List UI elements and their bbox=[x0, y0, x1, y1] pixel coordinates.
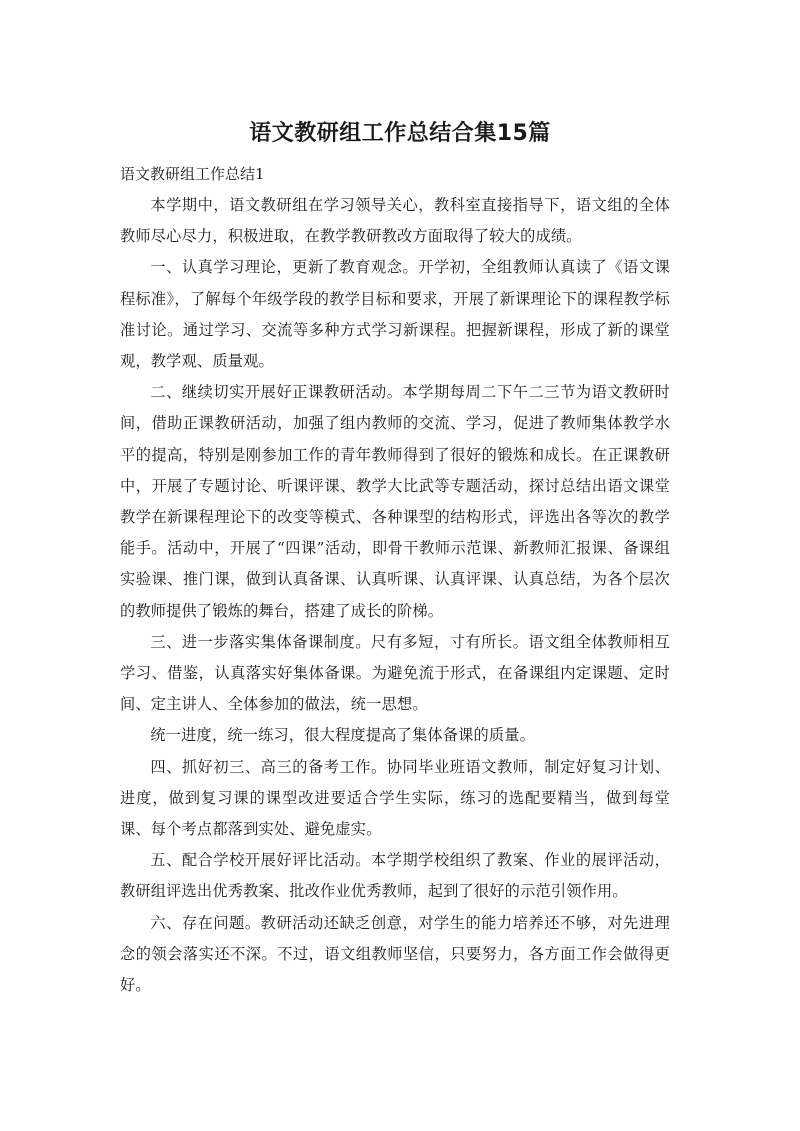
section-heading: 语文教研组工作总结1 bbox=[120, 165, 265, 183]
paragraph-theory-study: 一、认真学习理论，更新了教育观念。开学初，全组教师认真读了《语文课程标准》，了解每个年级学段的教学目标和要求，开展了新课理论下的课程教学标准讨论。通过学习、交流等多种方式学习新课程。把握新课程，形成了新的课堂观，教学观、质量观。 bbox=[120, 258, 670, 371]
paragraph-teaching-research: 二、继续切实开展好正课教研活动。本学期每周二下午二三节为语文教研时间，借助正课教研活动，加强了组内教师的交流、学习，促进了教师集体教学水平的提高，特别是刚参加工作的青年教师得到了很好的锻炼和成长。在正课教研中，开展了专题讨论、听课评课、教学大比武等专题活动，探讨总结出语文课堂教学在新课程理论下的改变等模式、各种课型的结构形式，评选出各等次的教学能手。活动中，开展了“四课”活动，即骨干教师示范课、新教师汇报课、备课组实验课、推门课，做到认真备课、认真听课、认真评课、认真总结，为各个层次的教师提供了锻炼的舞台，搭建了成长的阶梯。 bbox=[120, 383, 670, 620]
document-title: 语文教研组工作总结合集15篇 bbox=[249, 121, 551, 146]
document-body bbox=[120, 190, 670, 1001]
paragraph-exam-preparation: 四、抓好初三、高三的备考工作。协同毕业班语文教师，制定好复习计划、进度，做到复习课的课型改进要适合学生实际，练习的选配要精当，做到每堂课、每个考点都落到实处、避免虚实。 bbox=[120, 757, 670, 839]
paragraph-collective-lesson-prep: 三、进一步落实集体备课制度。尺有多短，寸有所长。语文组全体教师相互学习、借鉴，认真落实好集体备课。为避免流于形式，在备课组内定课题、定时间、定主讲人、全体参加的做法，统一思想。 bbox=[120, 632, 670, 714]
paragraph-unified-progress: 统一进度，统一练习，很大程度提高了集体备课的质量。 bbox=[150, 726, 536, 745]
paragraph-intro: 本学期中，语文教研组在学习领导关心，教科室直接指导下，语文组的全体教师尽心尽力，积极进取，在教学教研教改方面取得了较大的成绩。 bbox=[120, 196, 670, 246]
paragraph-evaluation-activities: 五、配合学校开展好评比活动。本学期学校组织了教案、作业的展评活动，教研组评选出优秀教案、批改作业优秀教师，起到了很好的示范引领作用。 bbox=[120, 851, 670, 901]
paragraph-existing-problems: 六、存在问题。教研活动还缺乏创意，对学生的能力培养还不够，对先进理念的领会落实还不深。不过，语文组教师坚信，只要努力，各方面工作会做得更好。 bbox=[120, 913, 670, 995]
